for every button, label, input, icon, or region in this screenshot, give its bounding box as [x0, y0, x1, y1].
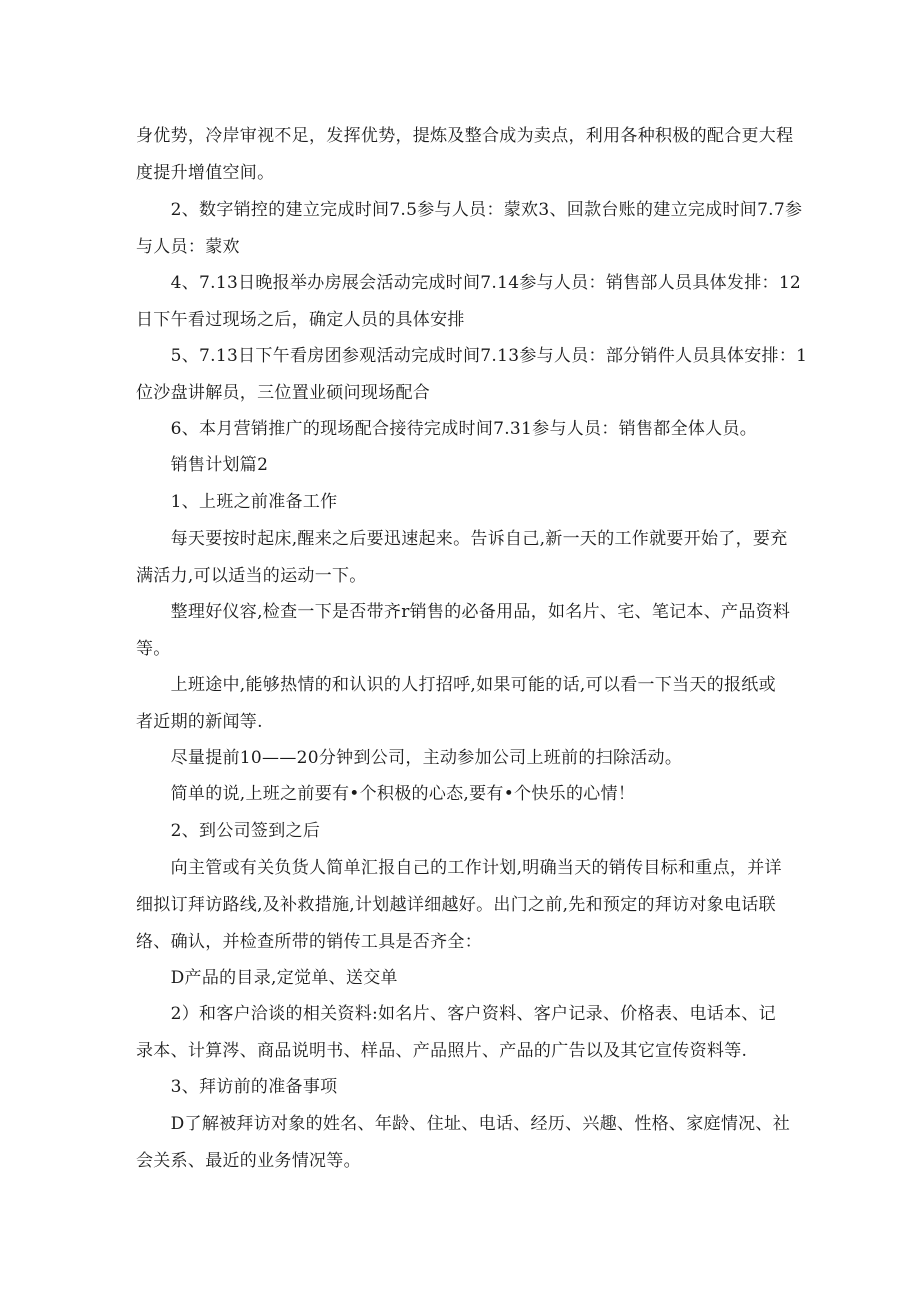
paragraph-report-plan — [136, 850, 786, 961]
text-line: 2）和客户洽谈的相关资料:如名片、客户资料、客户记录、价格表、电话本、记 — [136, 1004, 776, 1024]
text-line: 5、7.13日下午看房团参观活动完成时间7.13参与人员：部分销件人员具体安排：1 — [136, 346, 808, 366]
text-line: 4、7.13日晚报举办房展会活动完成时间7.14参与人员：销售部人员具体发排：12 — [136, 273, 802, 293]
paragraph-item-4 — [136, 265, 802, 339]
text-line: 等。 — [136, 639, 171, 659]
paragraph-item-2 — [136, 192, 803, 266]
text-line: 身优势，冷岸审视不足，发挥优势，提炼及整合成为卖点，利用各种积极的配合更大程 — [136, 126, 794, 146]
heading-text: 3、拜访前的准备事项 — [136, 1077, 338, 1097]
text-line: 与人员：蒙欢 — [136, 237, 240, 257]
paragraph-grooming — [136, 594, 791, 668]
subheading-2 — [136, 813, 786, 850]
text-line: 2、数字销控的建立完成时间7.5参与人员：蒙欢3、回款台账的建立完成时间7.7参 — [136, 200, 803, 220]
text-line: 向主管或有关负货人简单汇报自己的工作计划,明确当天的销传目标和重点，并详 — [136, 858, 782, 878]
subheading-3 — [136, 1069, 786, 1106]
text-line: 每天要按时起床,醒来之后要迅速起来。告诉自己,新一天的工作就要开始了，要充 — [136, 529, 788, 549]
paragraph-item-6 — [136, 411, 786, 448]
text-line: 会关系、最近的业务情况等。 — [136, 1151, 361, 1171]
text-line: 简单的说,上班之前要有•个积极的心态,要有•个快乐的心情！ — [136, 784, 636, 804]
paragraph-wake-up — [136, 521, 786, 595]
text-line: 者近期的新闻等. — [136, 712, 263, 732]
paragraph-attitude — [136, 776, 786, 813]
paragraph-item-5 — [136, 338, 808, 412]
paragraph-arrive-early — [136, 740, 786, 777]
text-line: 6、本月营销推广的现场配合接待完成时间7.31参与人员：销售都全体人员。 — [136, 419, 758, 439]
subheading-1 — [136, 484, 786, 521]
text-line: 整理好仪容,检查一下是否带齐r销售的必备用品，如名片、宅、笔记本、产品资料 — [136, 602, 791, 622]
text-line: 上班途中,能够热情的和认识的人打招呼,如果可能的话,可以看一下当天的报纸或 — [136, 675, 776, 695]
heading-text: 2、到公司签到之后 — [136, 821, 321, 841]
text-line: D产品的目录,定觉单、送交单 — [136, 968, 398, 988]
paragraph-intro — [136, 118, 794, 192]
paragraph-visit-prep — [136, 1106, 791, 1180]
text-line: 日下午看过现场之后，确定人员的具体安排 — [136, 310, 465, 330]
text-line: 位沙盘讲解员，三位置业硕问现场配合 — [136, 383, 431, 403]
paragraph-commute — [136, 667, 786, 741]
section-heading — [136, 447, 786, 484]
list-item-2 — [136, 996, 786, 1070]
heading-text: 1、上班之前准备工作 — [136, 492, 338, 512]
text-line: 满活力,可以适当的运动一下。 — [136, 566, 367, 586]
list-item-1 — [136, 960, 786, 997]
text-line: 细拟订拜访路线,及补救措施,计划越详细越好。出门之前,先和预定的拜访对象电话联 — [136, 895, 776, 915]
text-line: 录本、计算涔、商品说明书、样品、产品照片、产品的广告以及其它宣传资料等. — [136, 1041, 748, 1061]
text-line: 尽量提前10——20分钟到公司，主动参加公司上班前的扫除活动。 — [136, 748, 683, 768]
text-line: 度提升增值空间。 — [136, 163, 275, 183]
heading-text: 销售计划篇2 — [136, 455, 269, 475]
text-line: 络、确认，并检查所带的销传工具是否齐全： — [136, 932, 482, 952]
text-line: D了解被拜访对象的姓名、年龄、住址、电话、经历、兴趣、性格、家庭情况、社 — [136, 1114, 791, 1134]
